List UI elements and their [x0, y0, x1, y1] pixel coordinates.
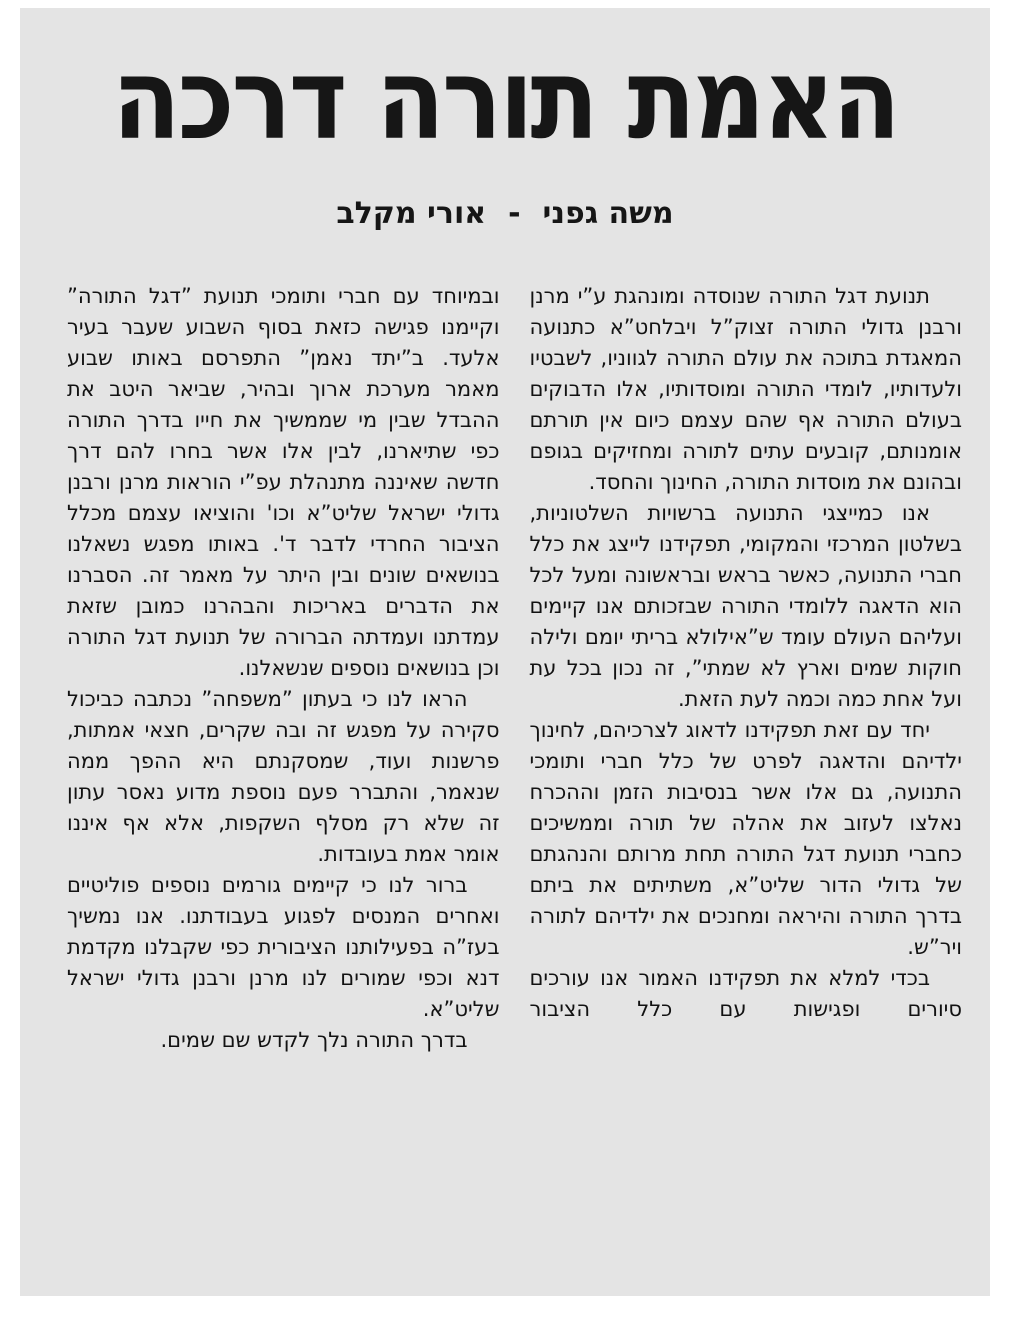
article-paragraph: ברור לנו כי קיימים גורמים נוספים פוליטיים ואחרים המנסים לפגוע בעבודתנו. אנו נמשיך בעז”ה בפעילותנו הציבורית כפי שקבלנו מקדמת דנא וכפי שמורים לנו מרנן ורבנן גדולי ישראל שליט”א.: [67, 873, 500, 1021]
article-paragraph: בכדי למלא את תפקידנו האמור אנו עורכים סיורים ופגישות עם כלל הציבור: [529, 966, 962, 1021]
article-paragraph: הראו לנו כי בעתון ”משפחה” נכתבה כביכול סקירה על מפגש זה ובה שקרים, חצאי אמתות, פרשנות ועוד, שמסקנתם היא ההפך ממה שנאמר, והתברר פעם נוספת מדוע נאסר עתון זה שלא רק מסלף השקפות, אלא אף איננו אומר אמת בעובדות.: [67, 687, 500, 866]
byline-author-left: אורי מקלב: [336, 196, 487, 231]
article-page: [20, 8, 990, 1296]
byline-separator: -: [508, 196, 521, 231]
byline: [20, 196, 990, 231]
article-body: [20, 281, 990, 1056]
article-paragraph: תנועת דגל התורה שנוסדה ומונהגת ע”י מרנן ורבנן גדולי התורה זצוק”ל ויבלחט”א כתנועה המאגדת בתוכה את עולם התורה לגווניו, לשבטיו ולעדותיו, לומדי התורה ומוסדותיו, אלו הדבוקים בעולם התורה אף שהם עצמם כיום אין תורתם אומנותם, קובעים עתים לתורה ומחזיקים בגופם ובהונם את מוסדות התורה, החינוך והחסד.: [529, 284, 962, 494]
column-right: [530, 281, 963, 1056]
article-headline: האמת תורה דרכה: [112, 33, 898, 165]
column-left: [67, 281, 500, 1056]
article-paragraph: ובמיוחד עם חברי ותומכי תנועת ”דגל התורה” וקיימנו פגישה כזאת בסוף השבוע שעבר בעיר אלעד. ב”יתד נאמן” התפרסם באותו שבוע מאמר מערכת ארוך ובהיר, שביאר היטב את ההבדל שבין מי שממשיך את חייו בדרך התורה כפי שתיארנו, לבין אלו אשר בחרו להם דרך חדשה שאיננה מתנהלת עפ”י הוראות מרנן ורבנן גדולי ישראל שליט”א וכו' והוציאו עצמם מכלל הציבור החרדי לדבר ד'. באותו מפגש נשאלנו בנושאים שונים ובין היתר על מאמר זה. הסברנו את הדברים באריכות והבהרנו כמובן שזאת עמדתנו ועמדתה הברורה של תנועת דגל התורה וכן בנושאים נוספים שנשאלנו.: [67, 284, 500, 680]
byline-author-right: משה גפני: [542, 196, 674, 231]
article-paragraph: יחד עם זאת תפקידנו לדאוג לצרכיהם, לחינוך ילדיהם והדאגה לפרט של כלל חברי ותומכי התנועה, גם אלו אשר בנסיבות הזמן וההכרח נאלצו לעזוב את אהלה של תורה וממשיכים כחברי תנועת דגל התורה תחת מרותם והנהגתם של גדולי הדור שליט”א, משתיתים את ביתם בדרך התורה והיראה ומחנכים את ילדיהם לתורה ויר”ש.: [529, 718, 962, 959]
article-paragraph: בדרך התורה נלך לקדש שם שמים.: [160, 1028, 468, 1052]
article-paragraph: אנו כמייצגי התנועה ברשויות השלטוניות, בשלטון המרכזי והמקומי, תפקידנו לייצג את כלל חברי התנועה, כאשר בראש ובראשונה ומעל לכל הוא הדאגה ללומדי התורה שבזכותם אנו קיימים ועליהם העולם עומד ש”אילולא בריתי יומם ולילה חוקות שמים וארץ לא שמתי”, זה נכון בכל עת ועל אחת כמה וכמה לעת הזאת.: [529, 501, 962, 711]
